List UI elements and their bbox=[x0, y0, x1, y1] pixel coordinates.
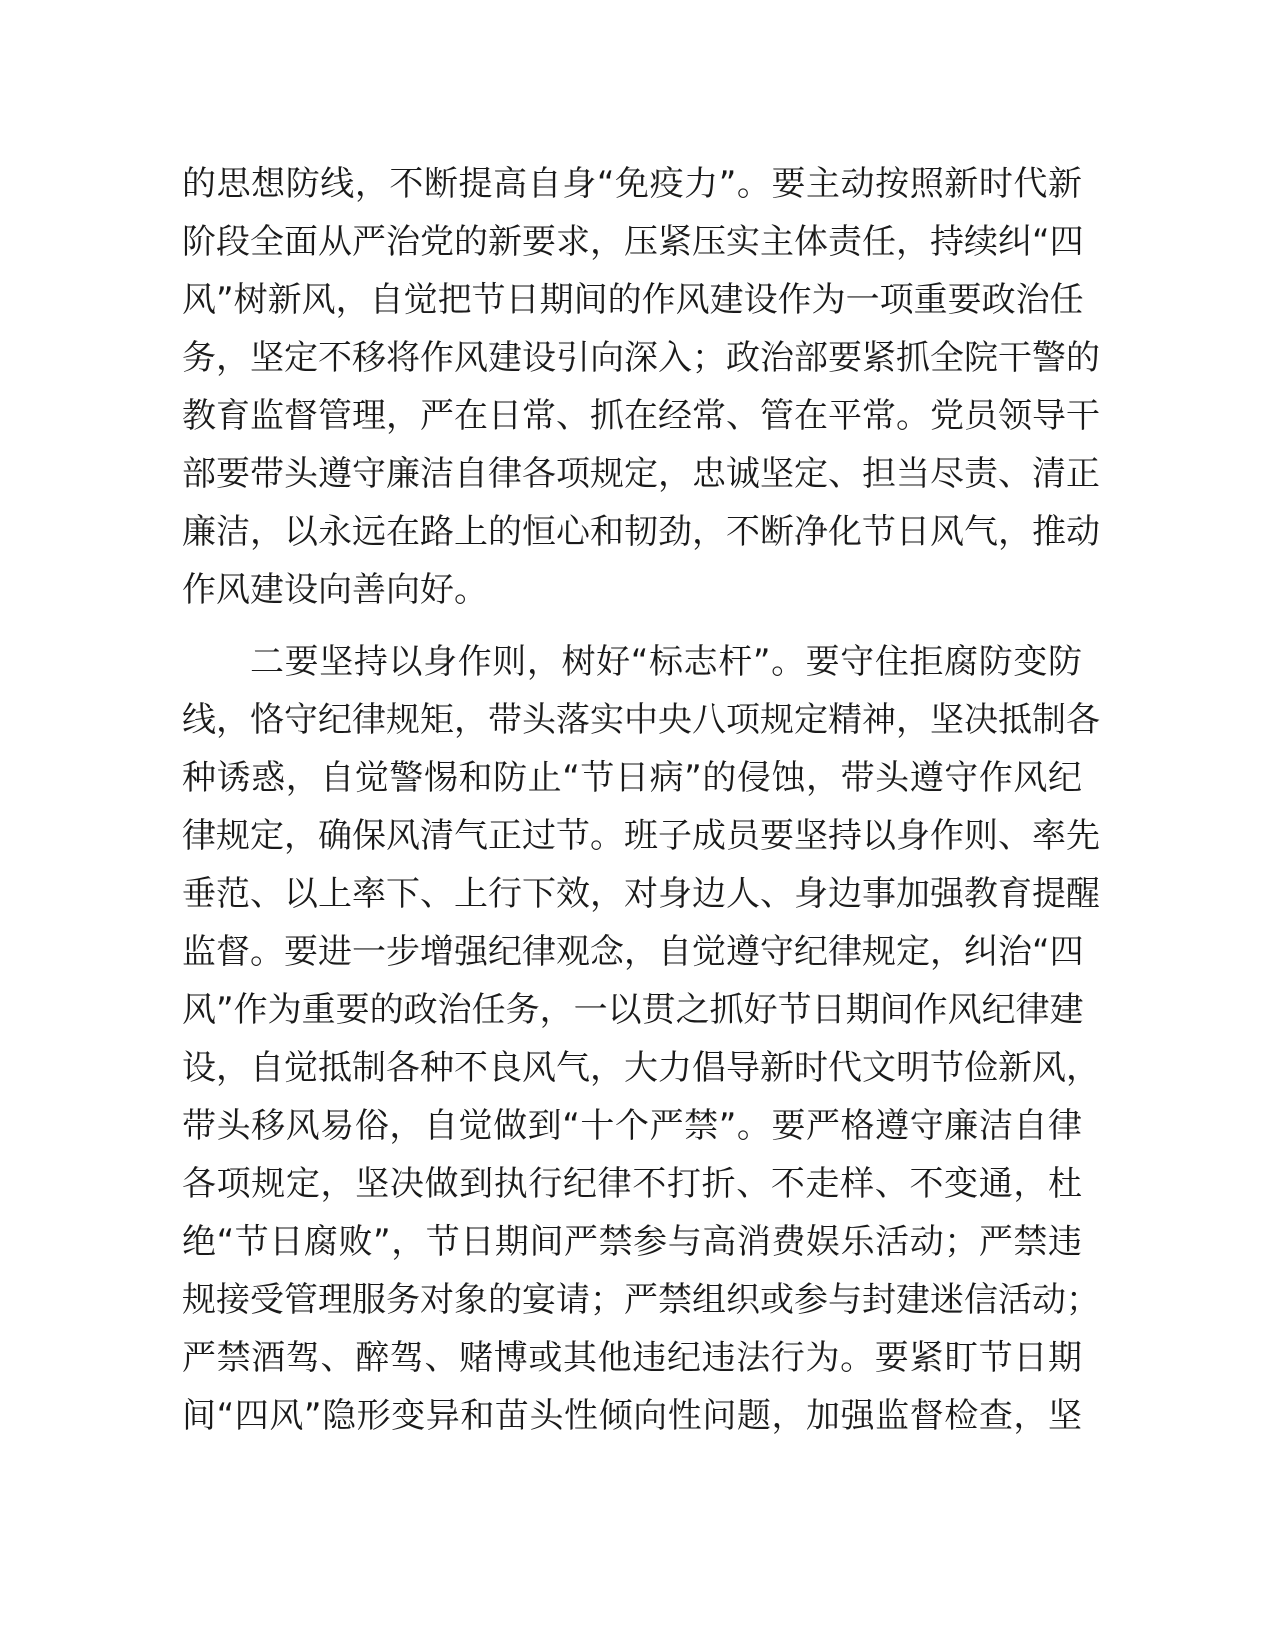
paragraph-line: 垂范、以上率下、上行下效，对身边人、身边事加强教育提醒 bbox=[182, 874, 1100, 914]
paragraph-line: 部要带头遵守廉洁自律各项规定，忠诚坚定、担当尽责、清正 bbox=[182, 454, 1100, 494]
paragraph-line: 作风建设向善向好。 bbox=[182, 570, 488, 610]
paragraph-line: 律规定，确保风清气正过节。班子成员要坚持以身作则、率先 bbox=[182, 816, 1100, 856]
paragraph-line: 阶段全面从严治党的新要求，压紧压实主体责任，持续纠“四 bbox=[182, 222, 1084, 262]
paragraph-line: 务，坚定不移将作风建设引向深入；政治部要紧抓全院干警的 bbox=[182, 338, 1100, 378]
paragraph-line: 教育监督管理，严在日常、抓在经常、管在平常。党员领导干 bbox=[182, 396, 1100, 436]
paragraph-line: 设，自觉抵制各种不良风气，大力倡导新时代文明节俭新风， bbox=[182, 1048, 1100, 1088]
paragraph-line: 线，恪守纪律规矩，带头落实中央八项规定精神，坚决抵制各 bbox=[182, 700, 1100, 740]
paragraph-line: 种诱惑，自觉警惕和防止“节日病”的侵蚀，带头遵守作风纪 bbox=[182, 758, 1082, 798]
paragraph-line: 绝“节日腐败”，节日期间严禁参与高消费娱乐活动；严禁违 bbox=[182, 1222, 1082, 1262]
paragraph-line: 间“四风”隐形变异和苗头性倾向性问题，加强监督检查，坚 bbox=[182, 1396, 1082, 1436]
paragraph-2 bbox=[182, 633, 1100, 1445]
paragraph-line: 规接受管理服务对象的宴请；严禁组织或参与封建迷信活动； bbox=[182, 1280, 1100, 1320]
paragraph-1 bbox=[182, 155, 1100, 619]
paragraph-line: 监督。要进一步增强纪律观念，自觉遵守纪律规定，纠治“四 bbox=[182, 932, 1084, 972]
paragraph-line: 廉洁，以永远在路上的恒心和韧劲，不断净化节日风气，推动 bbox=[182, 512, 1100, 552]
paragraph-line: 风”树新风，自觉把节日期间的作风建设作为一项重要政治任 bbox=[182, 280, 1084, 320]
paragraph-line: 二要坚持以身作则，树好“标志杆”。要守住拒腐防变防 bbox=[250, 642, 1082, 682]
paragraph-line: 的思想防线，不断提高自身“免疫力”。要主动按照新时代新 bbox=[182, 164, 1082, 204]
paragraph-line: 各项规定，坚决做到执行纪律不打折、不走样、不变通，杜 bbox=[182, 1164, 1082, 1204]
paragraph-line: 风”作为重要的政治任务，一以贯之抓好节日期间作风纪律建 bbox=[182, 990, 1084, 1030]
paragraph-line: 带头移风易俗，自觉做到“十个严禁”。要严格遵守廉洁自律 bbox=[182, 1106, 1082, 1146]
paragraph-line: 严禁酒驾、醉驾、赌博或其他违纪违法行为。要紧盯节日期 bbox=[182, 1338, 1082, 1378]
